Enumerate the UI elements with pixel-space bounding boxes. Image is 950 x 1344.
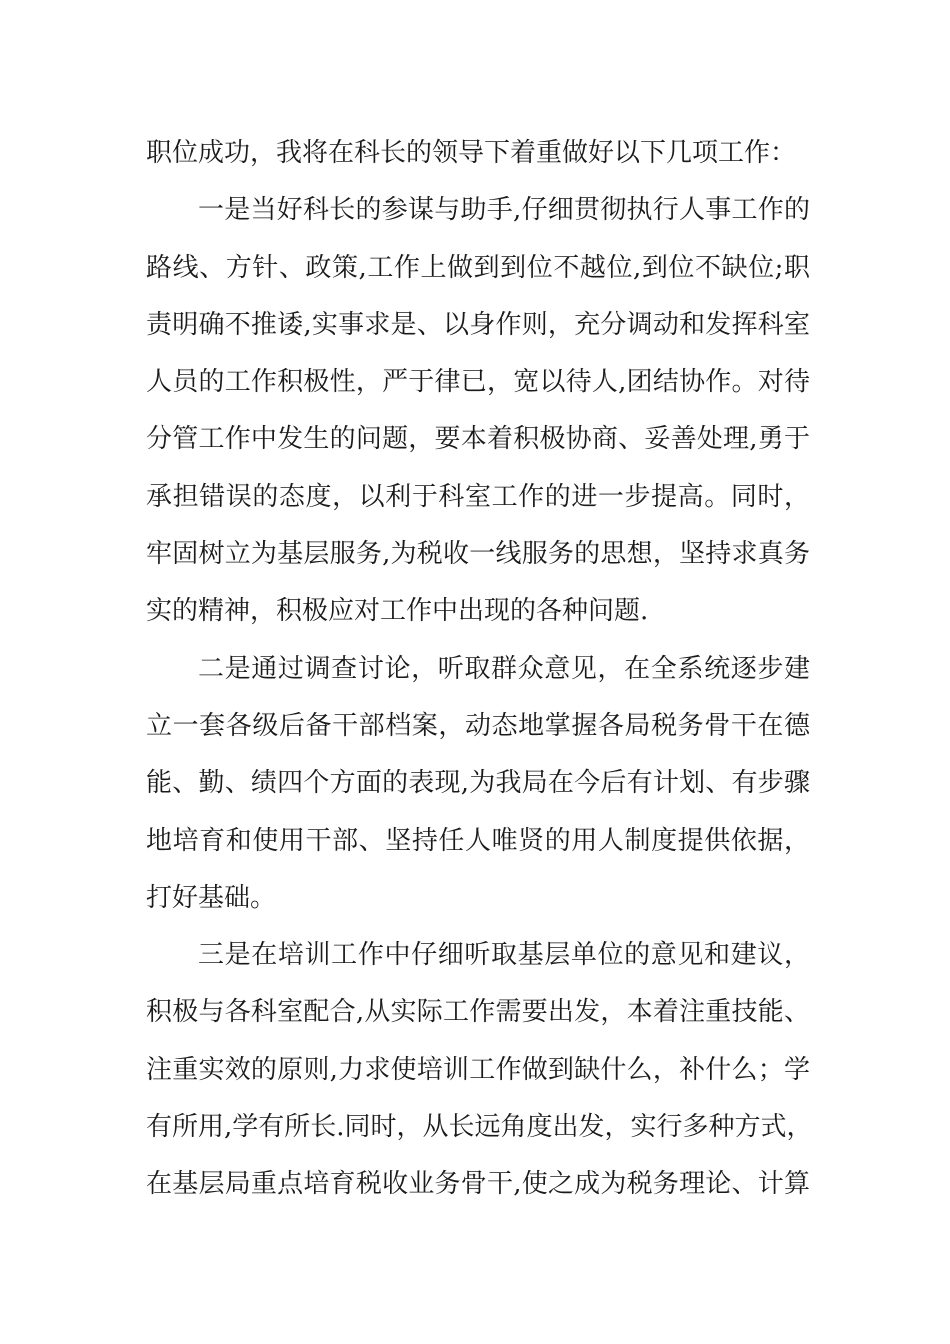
- text-line: 二是通过调查讨论，听取群众意见，在全系统逐步建: [198, 653, 810, 684]
- text-line: 有所用,学有所长.同时，从长远角度出发，实行多种方式，: [146, 1112, 813, 1143]
- text-line: 地培育和使用干部、坚持任人唯贤的用人制度提供依据，: [146, 825, 810, 856]
- text-line: 一是当好科长的参谋与助手,仔细贯彻执行人事工作的: [198, 195, 810, 226]
- text-line: 能、勤、绩四个方面的表现,为我局在今后有计划、有步骤: [146, 768, 810, 799]
- text-line: 人员的工作积极性，严于律已，宽以待人,团结协作。对待: [146, 367, 810, 398]
- text-line: 注重实效的原则,力求使培训工作做到缺什么，补什么；学: [146, 1054, 810, 1085]
- text-line: 承担错误的态度，以利于科室工作的进一步提高。同时，: [146, 481, 810, 512]
- text-line: 牢固树立为基层服务,为税收一线服务的思想，坚持求真务: [146, 539, 810, 570]
- text-line: 分管工作中发生的问题，要本着积极协商、妥善处理,勇于: [146, 424, 810, 455]
- text-line: 责明确不推诿,实事求是、以身作则，充分调动和发挥科室: [146, 309, 810, 340]
- text-line: 职位成功，我将在科长的领导下着重做好以下几项工作：: [146, 138, 797, 168]
- text-line: 打好基础。: [146, 882, 277, 913]
- text-line: 三是在培训工作中仔细听取基层单位的意见和建议，: [198, 940, 810, 971]
- text-line: 在基层局重点培育税收业务骨干,使之成为税务理论、计算: [146, 1169, 810, 1200]
- text-line: 积极与各科室配合,从实际工作需要出发，本着注重技能、: [146, 997, 810, 1028]
- text-line: 路线、方针、政策,工作上做到到位不越位,到位不缺位;职: [146, 252, 810, 283]
- body-text: [146, 132, 813, 1221]
- text-line: 立一套各级后备干部档案，动态地掌握各局税务骨干在德: [146, 710, 810, 741]
- text-line: 实的精神，积极应对工作中出现的各种问题.: [146, 596, 649, 627]
